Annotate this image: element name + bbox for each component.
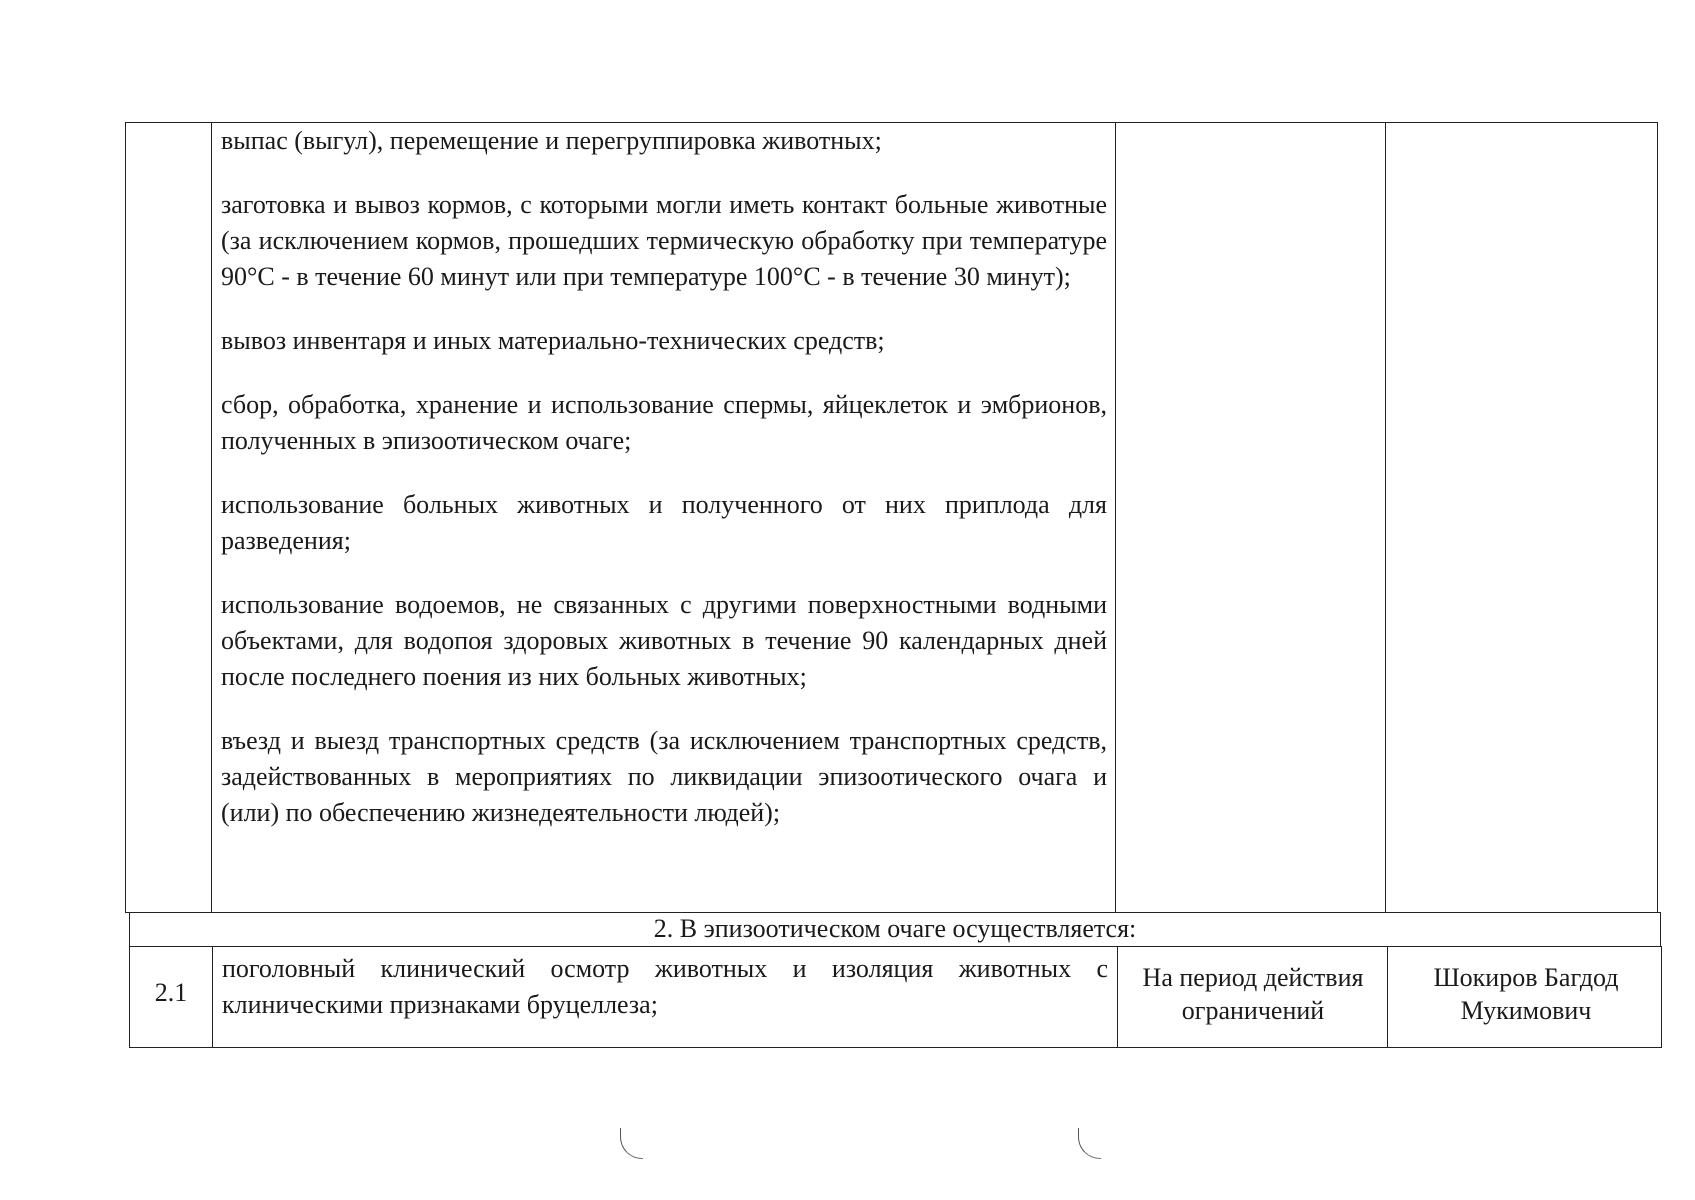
row-number: 2.1	[154, 978, 188, 1007]
measure-text: поголовный клинический осмотр животных и изоляция животных с клиническими признаками бруцеллеза;	[222, 954, 1108, 1019]
column-divider	[212, 947, 213, 1047]
scan-mark	[1078, 1128, 1101, 1159]
column-divider	[1115, 123, 1116, 912]
section-header-row: 2. В эпизоотическом очаге осуществляется:	[129, 912, 1661, 947]
column-divider	[1387, 947, 1388, 1047]
measure-paragraph: использование водоемов, не связанных с другими поверхностными водными объектами, для водопоя здоровых животных в течение 90 календарных дней после последнего поения из них больных животных;	[221, 590, 1107, 691]
measure-paragraph: заготовка и вывоз кормов, с которыми могли иметь контакт больные животные (за исключением кормов, прошедших термическую обработку при температуре 90°С - в течение 60 минут или при температуре 100°С - в течение 30 минут);	[221, 190, 1107, 291]
period-cell: На период действия ограничений	[1142, 963, 1364, 1025]
responsible-cell: Шокиров Багдод Мукимович	[1433, 963, 1619, 1025]
measure-paragraph: сбор, обработка, хранение и использование спермы, яйцеклеток и эмбрионов, полученных в эпизоотическом очаге;	[221, 390, 1107, 455]
table-row-continued	[125, 122, 1658, 913]
measure-paragraph: выпас (выгул), перемещение и перегруппировка животных;	[221, 126, 882, 155]
measure-paragraph: вывоз инвентаря и иных материально-технических средств;	[221, 326, 885, 355]
measure-paragraph: использование больных животных и полученного от них приплода для разведения;	[221, 490, 1107, 555]
measures-text-cell	[221, 123, 1107, 831]
measure-paragraph: въезд и выезд транспортных средств (за исключением транспортных средств, задействованных в мероприятиях по ликвидации эпизоотического очага и (или) по обеспечению жизнедеятельности людей);	[221, 726, 1107, 827]
column-divider	[1385, 123, 1386, 912]
scan-mark	[620, 1128, 643, 1159]
table-row-2-1	[129, 946, 1662, 1048]
column-divider	[211, 123, 212, 912]
column-divider	[1117, 947, 1118, 1047]
